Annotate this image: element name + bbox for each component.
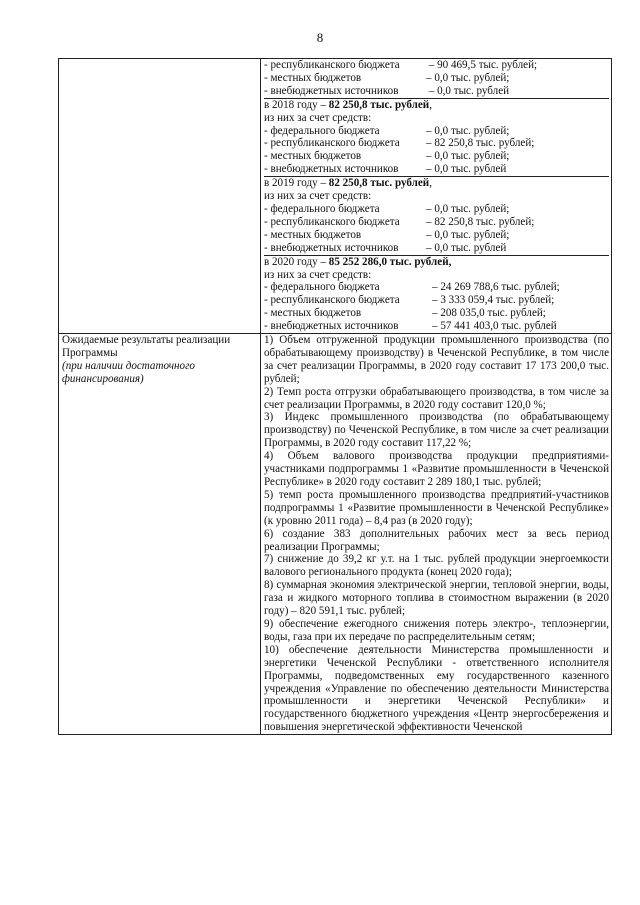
results-label-cell xyxy=(59,334,261,735)
result-item: 4) Объем валового производства продукции предприятиями-участниками подпрограммы 1 «Развитие промышленности в Чеченской Республике» в 2020 году составит 2 289 180,1 тыс. рублей; xyxy=(264,450,609,488)
funding-label-cell xyxy=(59,59,261,334)
funding-line: - местных бюджетов – 0,0 тыс. рублей; xyxy=(264,71,510,84)
funding-line: - республиканского бюджета – 82 250,8 тыс. рублей; xyxy=(264,137,535,150)
funding-line: - внебюджетных источников – 0,0 тыс. рублей xyxy=(264,241,507,254)
year-total: в 2019 году – 82 250,8 тыс. рублей, xyxy=(264,177,432,190)
funding-line: - федерального бюджета – 24 269 788,6 тыс. рублей; xyxy=(264,281,560,294)
funding-cell xyxy=(261,59,612,334)
funding-year-2018 xyxy=(264,99,609,177)
funding-line: - внебюджетных источников – 57 441 403,0 тыс. рублей xyxy=(264,320,557,333)
funding-line: - внебюджетных источников – 0,0 тыс. рублей xyxy=(264,84,510,97)
result-item: 3) Индекс промышленного производства (по обрабатывающему производству) по Чеченской Республике, в том числе за счет реализации Программы, в 2020 году составит 117,22 %; xyxy=(264,411,609,450)
result-item: 1) Объем отгруженной продукции промышленного производства (по обрабатывающему производству) в Чеченской Республике, в том числе за счет реализации Программы, в 2020 году составит 17 173 200,0 тыс. рублей; xyxy=(264,334,609,385)
result-item: 10) обеспечение деятельности Министерства промышленности и энергетики Чеченской Республики - ответственного исполнителя Программы, подведомственных ему государственного казенного учреждения «Управление по обеспечению деятельности Министерства промышленности и энергетики Чеченской Республики» и государственного бюджетного учреждения «Центр энергосбережения и повышения энергетической эффективности Чеченской xyxy=(264,643,609,734)
year-sources-heading: из них за счет средств: xyxy=(264,190,372,203)
year-sources-heading: из них за счет средств: xyxy=(264,268,372,281)
year-total: в 2018 году – 82 250,8 тыс. рублей, xyxy=(264,98,432,111)
funding-line: - местных бюджетов – 0,0 тыс. рублей; xyxy=(264,150,510,163)
funding-line: - федерального бюджета – 0,0 тыс. рублей; xyxy=(264,202,510,215)
funding-line: - республиканского бюджета – 3 333 059,4 тыс. рублей; xyxy=(264,294,555,307)
funding-line: - местных бюджетов – 208 035,0 тыс. рублей; xyxy=(264,307,546,320)
funding-year-2020 xyxy=(264,256,609,333)
funding-line: - федерального бюджета – 0,0 тыс. рублей; xyxy=(264,124,510,137)
page-number: 8 xyxy=(316,30,324,45)
funding-line: - республиканского бюджета – 82 250,8 тыс. рублей; xyxy=(264,215,535,228)
result-item: 7) снижение до 39,2 кг у.т. на 1 тыс. рублей продукции энергоемкости валового регионального продукта (конец 2020 года); xyxy=(264,553,609,579)
program-passport-table xyxy=(58,58,612,735)
funding-row xyxy=(59,59,612,334)
year-sources-heading: из них за счет средств: xyxy=(264,111,372,124)
year-total: в 2020 году – 85 252 286,0 тыс. рублей, xyxy=(264,255,452,268)
funding-year-2019 xyxy=(264,177,609,255)
results-row xyxy=(59,334,612,735)
funding-top-block xyxy=(264,59,609,99)
results-label: Ожидаемые результаты реализации Программы xyxy=(62,334,231,359)
result-item: 2) Темп роста отгрузки обрабатывающего производства, в том числе за счет реализации Программы, в 2020 году составит 120,0 %; xyxy=(264,385,609,411)
result-item: 5) темп роста промышленного производства предприятий-участников подпрограммы 1 «Развитие промышленности в Чеченской Республике» (к уровню 2011 года) – 8,4 раз (в 2020 году); xyxy=(264,488,609,527)
funding-line: - республиканского бюджета – 90 469,5 тыс. рублей; xyxy=(264,59,538,71)
result-item: 9) обеспечение ежегодного снижения потерь электро-, теплоэнергии, воды, газа при их передаче по распределительным сетям; xyxy=(264,617,609,643)
results-note: (при наличии достаточного финансирования) xyxy=(62,359,195,385)
results-cell xyxy=(261,334,612,735)
result-item: 8) суммарная экономия электрической энергии, тепловой энергии, воды, газа и жидкого моторного топлива в стоимостном выражении (в 2020 году) – 820 591,1 тыс. рублей; xyxy=(264,579,609,618)
result-item: 6) создание 383 дополнительных рабочих мест за весь период реализации Программы; xyxy=(264,527,609,553)
funding-line: - внебюджетных источников – 0,0 тыс. рублей xyxy=(264,163,507,176)
funding-line: - местных бюджетов – 0,0 тыс. рублей; xyxy=(264,228,510,241)
